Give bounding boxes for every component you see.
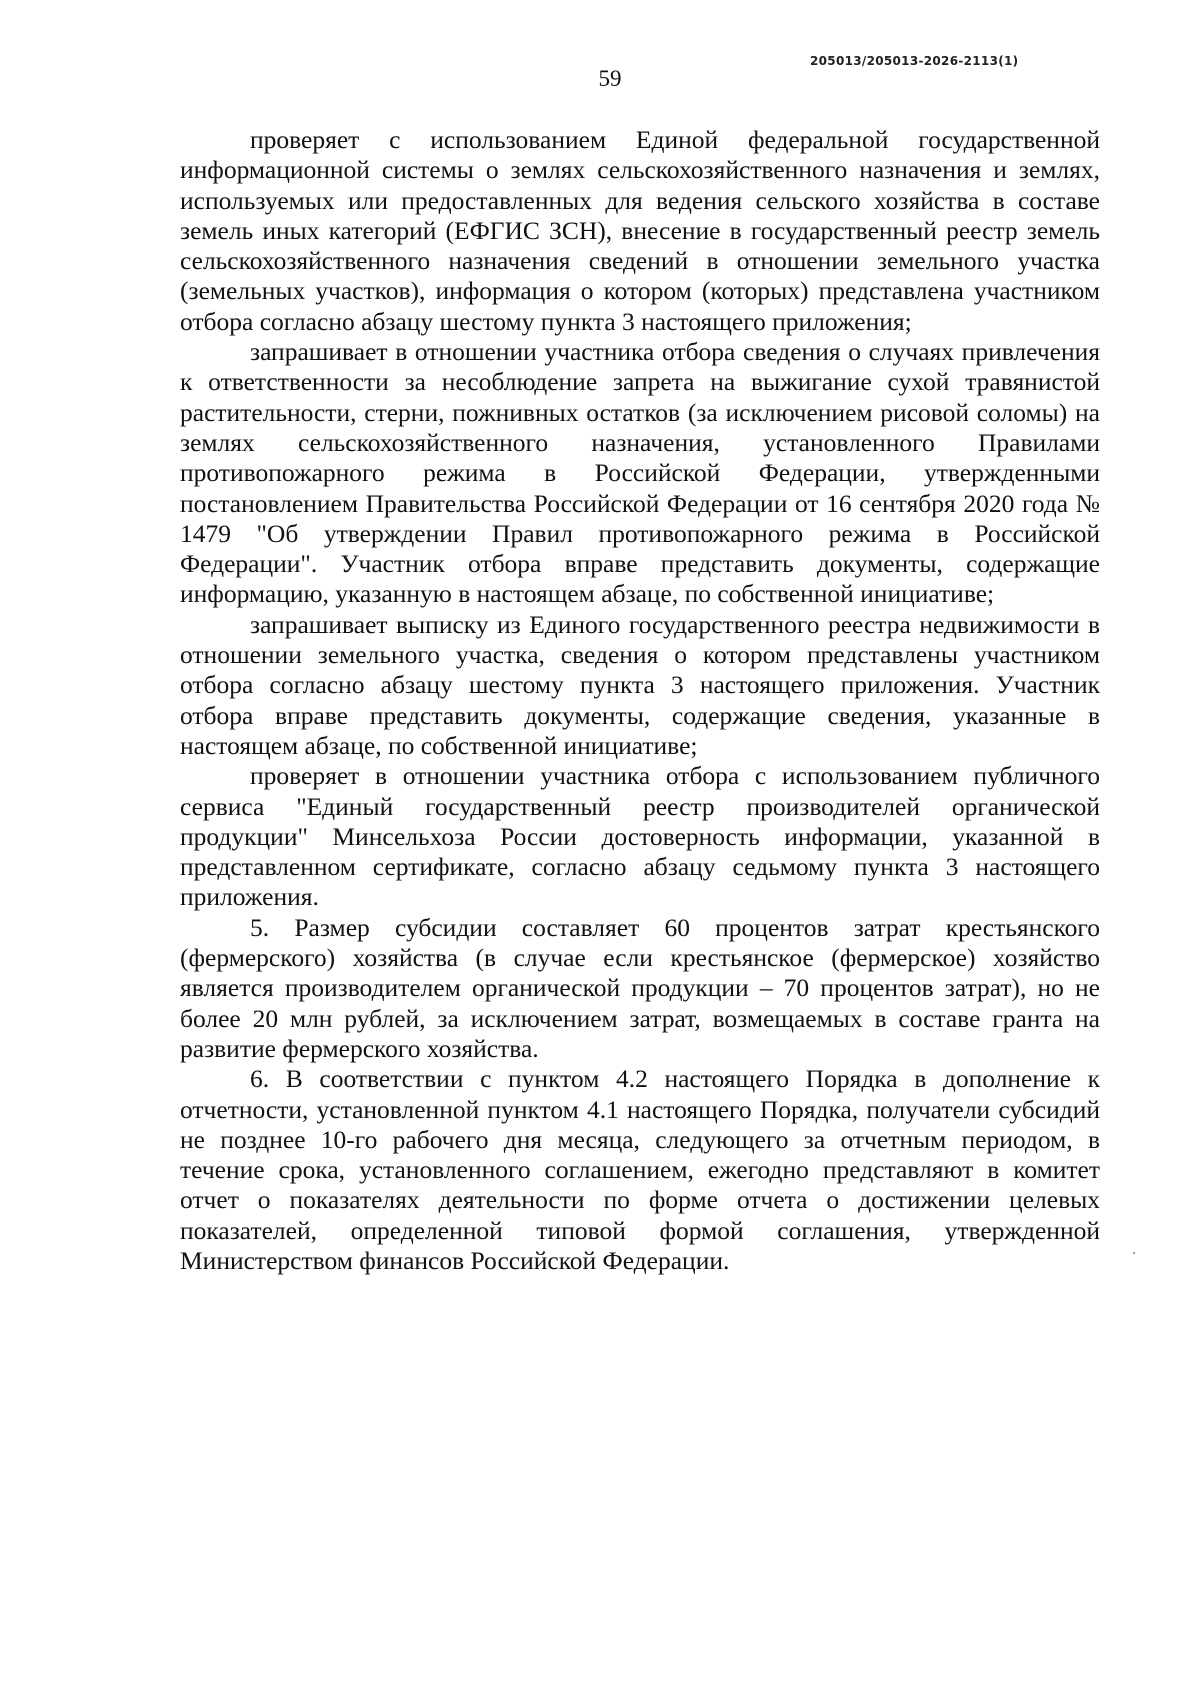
paragraph: запрашивает в отношении участника отбора сведения о случаях привлечения к ответственности за несоблюдение запрета на выжигание сухой травянистой растительности, стерни, пожнивных остатков (за исключением рисовой соломы) на землях сельскохозяйственного назначения, установленного Правилами противопожарного режима в Российской Федерации, утвержденными постановлением Правительства Российской Федерации от 16 сентября 2020 года № 1479 "Об утверждении Правил противопожарного режима в Российской Федерации". Участник отбора вправе представить документы, содержащие информацию, указанную в настоящем абзаце, по собственной инициативе; [180,337,1100,609]
paragraph: проверяет в отношении участника отбора с использованием публичного сервиса "Единый государственный реестр производителей органической продукции" Минсельхоза России достоверность информации, указанной в представленном сертификате, согласно абзацу седьмому пункта 3 настоящего приложения. [180,761,1100,912]
document-id: 205013/205013-2026-2113(1) [810,54,1019,68]
paragraph: 5. Размер субсидии составляет 60 процентов затрат крестьянского (фермерского) хозяйства (в случае если крестьянское (фермерское) хозяйство является производителем органической продукции – 70 процентов затрат), но не более 20 млн рублей, за исключением затрат, возмещаемых в составе гранта на развитие фермерского хозяйства. [180,912,1100,1063]
document-body [180,125,1100,1276]
paragraph: проверяет с использованием Единой федеральной государственной информационной системы о землях сельскохозяйственного назначения и землях, используемых или предоставленных для ведения сельского хозяйства в составе земель иных категорий (ЕФГИС ЗСН), внесение в государственный реестр земель сельскохозяйственного назначения сведений в отношении земельного участка (земельных участков), информация о котором (которых) представлена участником отбора согласно абзацу шестому пункта 3 настоящего приложения; [180,125,1100,336]
paragraph: запрашивает выписку из Единого государственного реестра недвижимости в отношении земельного участка, сведения о котором представлены участником отбора согласно абзацу шестому пункта 3 настоящего приложения. Участник отбора вправе представить документы, содержащие сведения, указанные в настоящем абзаце, по собственной инициативе; [180,609,1100,760]
paragraph: 6. В соответствии с пунктом 4.2 настоящего Порядка в дополнение к отчетности, установленной пунктом 4.1 настоящего Порядка, получатели субсидий не позднее 10-го рабочего дня месяца, следующего за отчетным периодом, в течение срока, установленного соглашением, ежегодно представляют в комитет отчет о показателях деятельности по форме отчета о достижении целевых показателей, определенной типовой формой соглашения, утвержденной Министерством финансов Российской Федерации. [180,1064,1100,1275]
page-number: 59 [598,66,622,91]
scan-speck [1133,1252,1135,1254]
